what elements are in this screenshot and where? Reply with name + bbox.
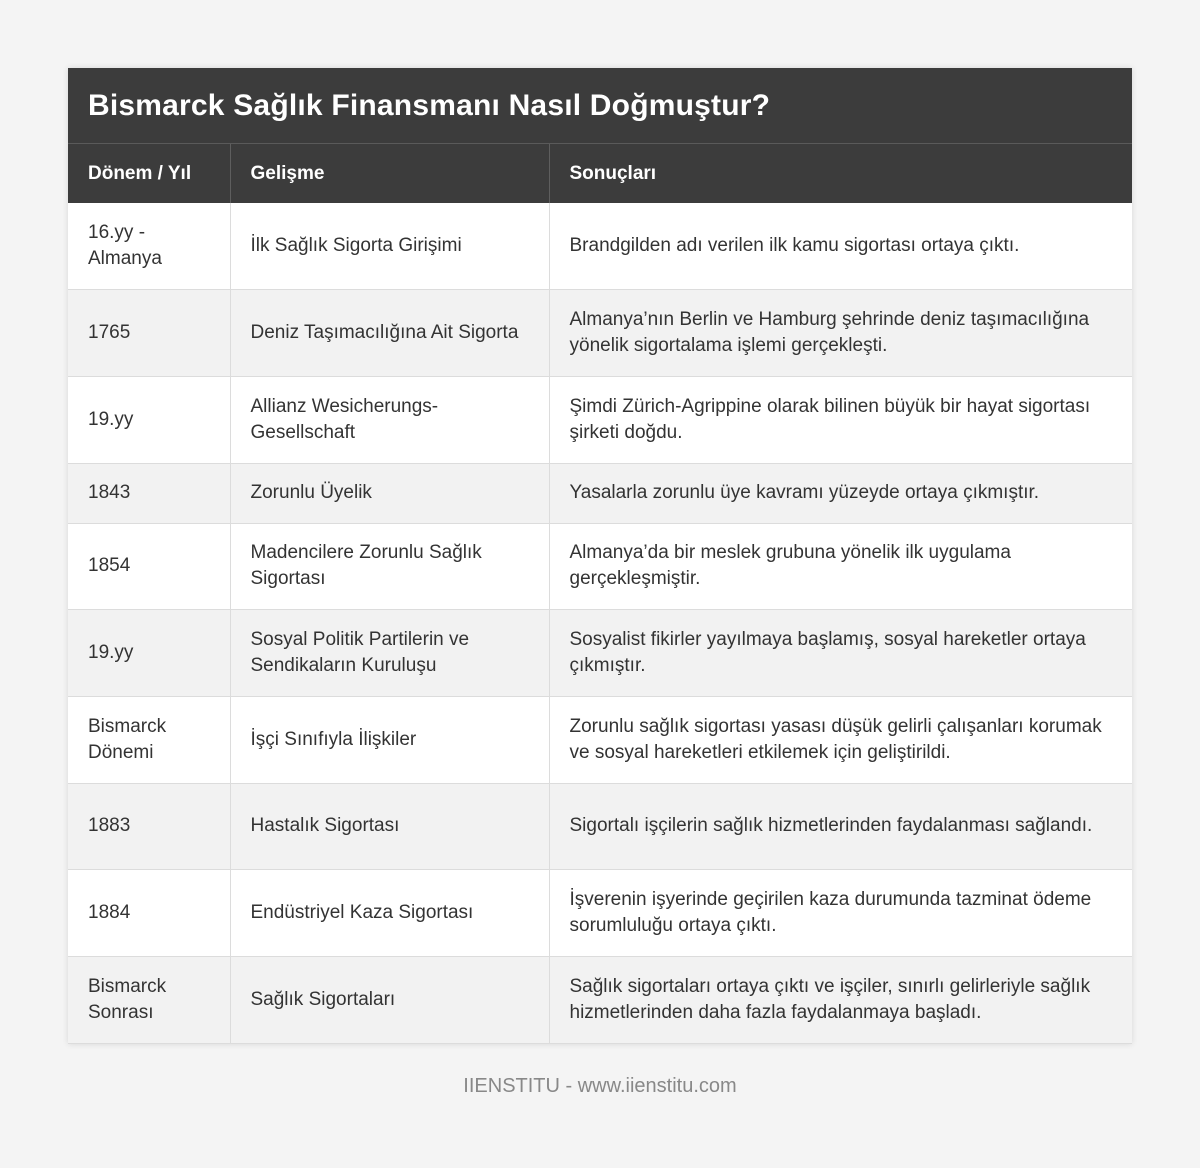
cell-period: Bismarck Dönemi: [68, 696, 230, 783]
history-table: [68, 144, 1132, 1044]
cell-results: Yasalarla zorunlu üye kavramı yüzeyde ortaya çıkmıştır.: [549, 463, 1132, 523]
cell-development: Madencilere Zorunlu Sağlık Sigortası: [230, 523, 549, 610]
cell-period: 1765: [68, 290, 230, 377]
table-row: [68, 376, 1132, 463]
cell-results: Brandgilden adı verilen ilk kamu sigortası ortaya çıktı.: [549, 203, 1132, 290]
cell-results: İşverenin işyerinde geçirilen kaza durumunda tazminat ödeme sorumluluğu ortaya çıktı.: [549, 870, 1132, 957]
cell-results: Sosyalist fikirler yayılmaya başlamış, sosyal hareketler ortaya çıkmıştır.: [549, 610, 1132, 697]
cell-results: Sağlık sigortaları ortaya çıktı ve işçiler, sınırlı gelirleriyle sağlık hizmetlerinden daha fazla faydalanmaya başladı.: [549, 957, 1132, 1044]
title-bar: [68, 68, 1132, 144]
footer-credit: IIENSTITU - www.iienstitu.com: [463, 1075, 737, 1097]
cell-period: 16.yy - Almanya: [68, 203, 230, 290]
cell-development: İşçi Sınıfıyla İlişkiler: [230, 696, 549, 783]
table-header-row: [68, 144, 1132, 203]
cell-period: 1884: [68, 870, 230, 957]
cell-period: 19.yy: [68, 610, 230, 697]
cell-period: 19.yy: [68, 376, 230, 463]
cell-results: Almanya’da bir meslek grubuna yönelik ilk uygulama gerçekleşmiştir.: [549, 523, 1132, 610]
cell-period: 1843: [68, 463, 230, 523]
cell-development: İlk Sağlık Sigorta Girişimi: [230, 203, 549, 290]
cell-results: Şimdi Zürich-Agrippine olarak bilinen büyük bir hayat sigortası şirketi doğdu.: [549, 376, 1132, 463]
cell-development: Sağlık Sigortaları: [230, 957, 549, 1044]
column-header-development: Gelişme: [230, 144, 549, 203]
cell-development: Allianz Wesicherungs-Gesellschaft: [230, 376, 549, 463]
table-row: [68, 870, 1132, 957]
column-header-results: Sonuçları: [549, 144, 1132, 203]
cell-development: Sosyal Politik Partilerin ve Sendikaların Kuruluşu: [230, 610, 549, 697]
cell-development: Deniz Taşımacılığına Ait Sigorta: [230, 290, 549, 377]
column-header-period: Dönem / Yıl: [68, 144, 230, 203]
cell-period: Bismarck Sonrası: [68, 957, 230, 1044]
cell-development: Hastalık Sigortası: [230, 783, 549, 870]
page-title: Bismarck Sağlık Finansmanı Nasıl Doğmuştur?: [88, 88, 771, 122]
cell-results: Sigortalı işçilerin sağlık hizmetlerinden faydalanması sağlandı.: [549, 783, 1132, 870]
cell-period: 1883: [68, 783, 230, 870]
cell-results: Zorunlu sağlık sigortası yasası düşük gelirli çalışanları korumak ve sosyal hareketleri etkilemek için geliştirildi.: [549, 696, 1132, 783]
table-row: [68, 290, 1132, 377]
table-row: [68, 957, 1132, 1044]
table-row: [68, 783, 1132, 870]
table-card: [68, 68, 1132, 1044]
table-row: [68, 203, 1132, 290]
cell-period: 1854: [68, 523, 230, 610]
cell-results: Almanya’nın Berlin ve Hamburg şehrinde deniz taşımacılığına yönelik sigortalama işlemi gerçekleşti.: [549, 290, 1132, 377]
table-row: [68, 463, 1132, 523]
cell-development: Endüstriyel Kaza Sigortası: [230, 870, 549, 957]
table-row: [68, 610, 1132, 697]
table-row: [68, 696, 1132, 783]
cell-development: Zorunlu Üyelik: [230, 463, 549, 523]
table-row: [68, 523, 1132, 610]
